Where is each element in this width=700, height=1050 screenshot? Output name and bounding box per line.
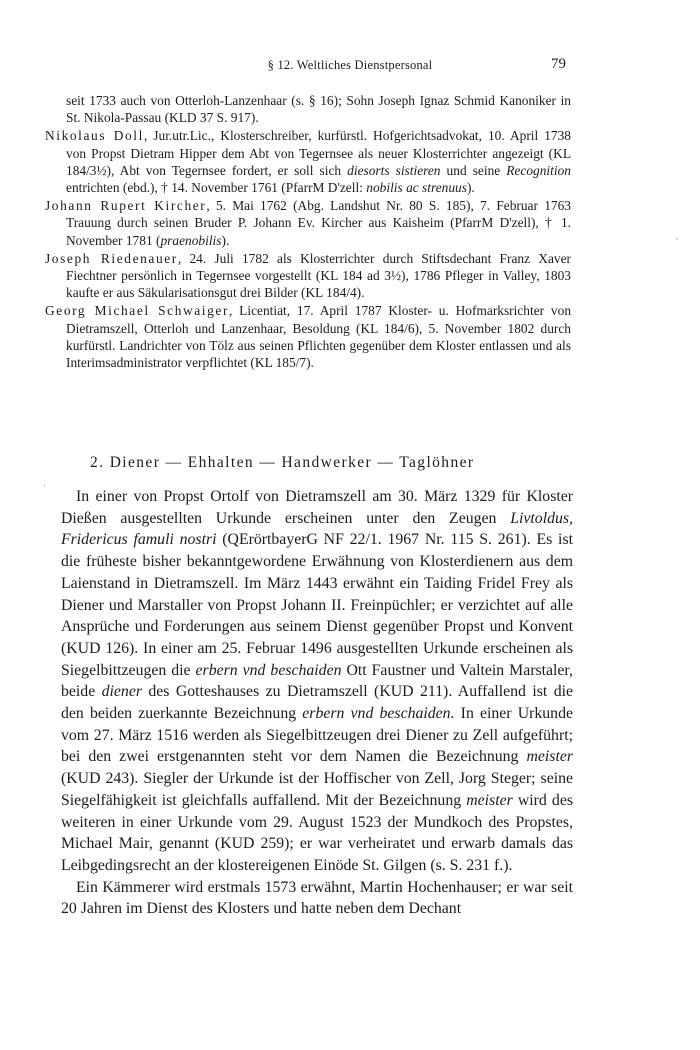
- entry-nikolaus-doll: Nikolaus Doll, Jur.utr.Lic., Klosterschreiber, kurfürstl. Hofgerichtsadvokat, 10. April 1738 von Propst Dietram Hipper dem Abt von Tegernsee als neuer Klosterrichter angezeigt (KL 184/3½), Abt von Tegernsee fordert, er soll sich diesorts sistieren und seine Recognition entrichten (ebd.), † 14. November 1761 (PfarrM D'zell: nobilis ac strenuus).: [45, 128, 571, 196]
- entry-name: Nikolaus Doll: [45, 128, 144, 144]
- biographical-entries: [45, 92, 571, 372]
- running-head: [0, 56, 700, 76]
- entry-continuation: seit 1733 auch von Otterloh-Lanzenhaar (s. § 16); Sohn Joseph Ignaz Schmid Kanoniker in St. Nikola-Passau (KLD 37 S. 917).: [66, 93, 571, 126]
- entry-johann-rupert-kircher: Johann Rupert Kircher, 5. Mai 1762 (Abg. Landshut Nr. 80 S. 185), 7. Februar 1763 Trauung durch seinen Bruder P. Johann Ev. Kircher aus Kaisheim (PfarrM D'zell), † 1. November 1781 (praenobilis).: [45, 198, 571, 248]
- paragraph: In einer von Propst Ortolf von Dietramszell am 30. März 1329 für Kloster Dießen ausgestellten Urkunde erscheinen unter den Zeugen Livtoldus, Fridericus famuli nostri (QErörtbayerG NF 22/1. 1967 Nr. 115 S. 261). Es ist die früheste bisher bekanntgewordene Erwähnung von Klosterdienern aus dem Laienstand in Dietramszell. Im März 1443 erwähnt ein Taiding Fridel Frey als Diener und Marstaller von Propst Johann II. Freinpüchler; er verzichtet auf alle Ansprüche und Forderungen aus seinem Dienst gegenüber Propst und Konvent (KUD 126). In einer am 25. Februar 1496 ausgestellten Urkunde erscheinen als Siegelbittzeugen die erbern vnd beschaiden Ott Faustner und Valtein Marstaler, beide diener des Gotteshauses zu Dietramszell (KUD 211). Auffallend ist die den beiden zuerkannte Bezeichnung erbern vnd beschaiden. In einer Urkunde vom 27. März 1516 werden als Siegelbittzeugen drei Diener zu Zell aufgeführt; bei den zwei erstgenannten steht vor dem Namen die Bezeichnung meister (KUD 243). Siegler der Urkunde ist der Hoffischer von Zell, Jorg Steger; seine Siegelfähigkeit ist gleichfalls auffallend. Mit der Bezeichnung meister wird des weiteren in einer Urkunde vom 29. August 1523 der Mundkoch des Propstes, Michael Mair, genannt (KUD 259); er war verheiratet und erwarb damals das Leibgedingsrecht an der klostereigenen Einöde St. Gilgen (s. S. 231 f.).: [61, 488, 573, 874]
- page-number: 79: [551, 56, 566, 72]
- entry-name: Johann Rupert Kircher: [45, 198, 207, 214]
- entry-joseph-riedenauer: Joseph Riedenauer, 24. Juli 1782 als Klosterrichter durch Stiftsdechant Franz Xaver Fiechtner persönlich in Tegernsee vorgestellt (KL 184 ad 3½), 1786 Pfleger in Valley, 1803 kaufte er aus Säkularisationsgut drei Bilder (KL 184/4).: [45, 250, 571, 301]
- paragraph: Ein Kämmerer wird erstmals 1573 erwähnt, Martin Hochenhauser; er war seit 20 Jahren im Dienst des Klosters und hatte neben dem Dechant: [61, 878, 573, 918]
- body-text: [61, 486, 573, 920]
- running-title: § 12. Weltliches Dienstpersonal: [267, 58, 433, 72]
- entry-georg-michael-schwaiger: Georg Michael Schwaiger, Licentiat, 17. April 1787 Kloster- u. Hofmarksrichter von Dietramszell, Otterloh und Lanzenhaar, Besoldung (KL 184/6), 5. November 1802 durch kurfürstl. Landrichter von Tölz aus seinen Pflichten gegenüber dem Kloster entlassen und als Interimsadministrator verpflichtet (KL 185/7).: [45, 303, 572, 371]
- entry-name: Joseph Riedenauer: [45, 250, 178, 266]
- scan-speck: [676, 238, 678, 240]
- section-heading: 2. Diener — Ehhalten — Handwerker — Taglöhner: [90, 454, 475, 471]
- scan-speck: [44, 484, 45, 487]
- entry-name: Georg Michael Schwaiger: [45, 303, 230, 319]
